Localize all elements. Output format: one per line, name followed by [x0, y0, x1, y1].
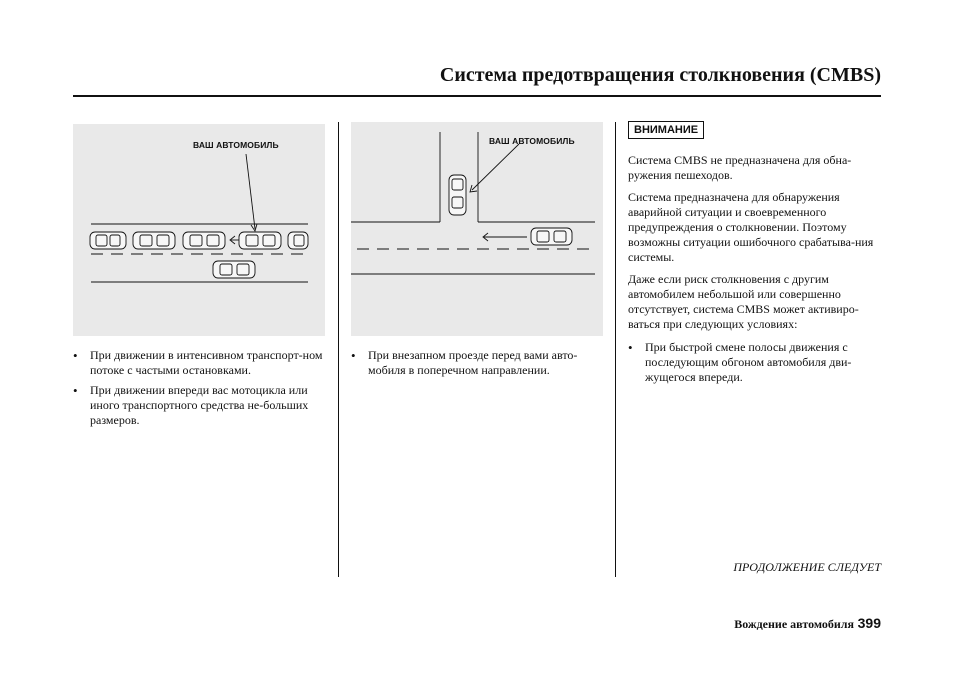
- column-divider-1: [338, 122, 339, 577]
- paragraph: Система предназначена для обнаружения аварийной ситуации и своевременного предупреждения о столкновении. Поэтому возможны ситуации ошибочного срабатыва-ния системы.: [628, 190, 874, 264]
- crossing-illustration: [351, 122, 603, 336]
- list-item: • При внезапном проезде перед вами авто-мобиля в поперечном направлении.: [351, 348, 603, 378]
- figure-traffic-jam: [73, 124, 325, 336]
- paragraph: Даже если риск столкновения с другим автомобилем небольшой или совершенно отсутствует, система CMBS может активиро-ваться при следующих условиях:: [628, 272, 859, 331]
- figure-callout-your-car: ВАШ АВТОМОБИЛЬ: [193, 140, 279, 150]
- column2-bullet-list: [351, 348, 603, 383]
- traffic-jam-illustration: [73, 124, 325, 336]
- paragraph: Система CMBS не предназначена для обна-ружения пешеходов.: [628, 153, 852, 182]
- title-rule: [73, 95, 881, 97]
- car-queue-1: [90, 232, 126, 249]
- continued-note: ПРОДОЛЖЕНИЕ СЛЕДУЕТ: [733, 560, 881, 574]
- column1-bullet-list: [73, 348, 325, 433]
- car-your-vehicle: [239, 232, 281, 249]
- column3-bullet-list: [628, 340, 883, 390]
- car-queue-3: [183, 232, 225, 249]
- list-item: • При быстрой смене полосы движения с последующим обгоном автомобиля дви-жущегося впереди.: [628, 340, 883, 385]
- list-item: • При движении впереди вас мотоцикла или иного транспортного средства не-больших размеров.: [73, 383, 325, 428]
- page-title: Система предотвращения столкновения (CMBS): [439, 64, 881, 86]
- figure-crossing-vehicle: [351, 122, 603, 336]
- footer-section-label: Вождение автомобиля: [734, 617, 854, 631]
- page-number: 399: [857, 615, 881, 631]
- car-your-vehicle-vertical: [449, 175, 466, 215]
- car-queue-5: [288, 232, 308, 249]
- car-queue-2: [133, 232, 175, 249]
- list-item: • При движении в интенсивном транспорт-ном потоке с частыми остановками.: [73, 348, 325, 378]
- car-adjacent-lane: [213, 261, 255, 278]
- figure-callout-your-car-2: ВАШ АВТОМОБИЛЬ: [489, 136, 575, 146]
- car-crossing: [531, 228, 572, 245]
- column-divider-2: [615, 122, 616, 577]
- warning-label: ВНИМАНИЕ: [628, 121, 704, 139]
